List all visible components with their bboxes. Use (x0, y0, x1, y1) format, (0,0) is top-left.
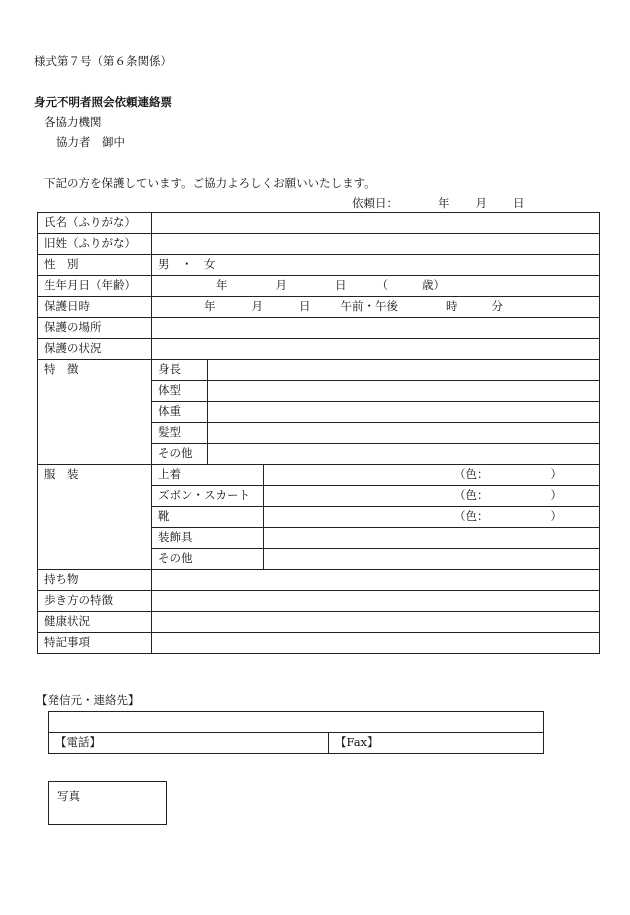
table-row (38, 591, 600, 612)
table-row (38, 465, 600, 486)
photo-label: 写真 (57, 789, 80, 803)
table-row (38, 360, 600, 381)
request-date-year: 年 (438, 196, 450, 210)
sender-table (48, 711, 544, 754)
birth-label: 生年月日（年齢） (38, 276, 152, 297)
addressee-line-1: 各協力機関 (44, 115, 102, 129)
belongings-label: 持ち物 (38, 570, 152, 591)
fax-field[interactable] (329, 733, 544, 754)
color-close: ） (550, 467, 562, 481)
age-open: （ (376, 278, 388, 292)
clothing-other-label: その他 (152, 549, 264, 570)
table-row (49, 733, 544, 754)
walking-label: 歩き方の特徴 (38, 591, 152, 612)
sex-label: 性 別 (38, 255, 152, 276)
color-close: ） (550, 509, 562, 523)
color-label: （色： (454, 467, 489, 481)
request-date-line (352, 195, 525, 211)
clothing-shoes-field[interactable] (264, 507, 600, 528)
table-row (38, 339, 600, 360)
clothing-jacket-field[interactable] (264, 465, 600, 486)
pd-year: 年 (204, 299, 216, 313)
info-table (37, 212, 600, 654)
sex-options: 男 ・ 女 (158, 257, 216, 271)
birth-year: 年 (216, 278, 228, 292)
age-close: 歳） (422, 278, 445, 292)
feature-weight-label: 体重 (152, 402, 208, 423)
table-row (38, 318, 600, 339)
notes-label: 特記事項 (38, 633, 152, 654)
addressee-line-2: 協力者 御中 (56, 135, 125, 149)
clothing-pants-field[interactable] (264, 486, 600, 507)
clothing-accessories-field[interactable] (264, 528, 600, 549)
clothing-label: 服 装 (38, 465, 152, 570)
birth-day: 日 (335, 278, 347, 292)
clothing-shoes-label: 靴 (152, 507, 264, 528)
color-close: ） (550, 488, 562, 502)
feature-height-label: 身長 (152, 360, 208, 381)
photo-box[interactable] (48, 781, 167, 825)
feature-height-field[interactable] (208, 360, 600, 381)
health-field[interactable] (152, 612, 600, 633)
name-label: 氏名（ふりがな） (38, 213, 152, 234)
protection-datetime-field[interactable] (152, 297, 600, 318)
color-label: （色： (454, 488, 489, 502)
health-label: 健康状況 (38, 612, 152, 633)
sex-field[interactable] (152, 255, 600, 276)
table-row (38, 276, 600, 297)
feature-other-field[interactable] (208, 444, 600, 465)
pd-hour: 時 (446, 299, 458, 313)
name-field[interactable] (152, 213, 600, 234)
feature-hair-label: 髪型 (152, 423, 208, 444)
features-label: 特 徴 (38, 360, 152, 465)
table-row (38, 633, 600, 654)
pd-day: 日 (299, 299, 311, 313)
form-number: 様式第７号（第６条関係） (34, 54, 172, 68)
pd-minute: 分 (491, 299, 503, 313)
protection-datetime-label: 保護日時 (38, 297, 152, 318)
former-name-label: 旧姓（ふりがな） (38, 234, 152, 255)
document-title: 身元不明者照会依頼連絡票 (34, 95, 172, 109)
table-row (38, 234, 600, 255)
request-date-label: 依頼日： (352, 196, 398, 210)
protection-place-label: 保護の場所 (38, 318, 152, 339)
protection-place-field[interactable] (152, 318, 600, 339)
table-row (38, 297, 600, 318)
feature-other-label: その他 (152, 444, 208, 465)
clothing-other-field[interactable] (264, 549, 600, 570)
feature-build-field[interactable] (208, 381, 600, 402)
feature-hair-field[interactable] (208, 423, 600, 444)
request-date-month: 月 (475, 196, 487, 210)
clothing-accessories-label: 装飾具 (152, 528, 264, 549)
clothing-pants-label: ズボン・スカート (152, 486, 264, 507)
feature-build-label: 体型 (152, 381, 208, 402)
pd-month: 月 (251, 299, 263, 313)
table-row (38, 213, 600, 234)
clothing-jacket-label: 上着 (152, 465, 264, 486)
former-name-field[interactable] (152, 234, 600, 255)
table-row (38, 570, 600, 591)
belongings-field[interactable] (152, 570, 600, 591)
table-row (38, 612, 600, 633)
birth-month: 月 (275, 278, 287, 292)
ampm: 午前・午後 (340, 299, 398, 313)
protection-status-label: 保護の状況 (38, 339, 152, 360)
feature-weight-field[interactable] (208, 402, 600, 423)
table-row (49, 712, 544, 733)
fax-label: 【Fax】 (335, 735, 379, 749)
sender-label: 【発信元・連絡先】 (36, 693, 140, 707)
table-row (38, 255, 600, 276)
color-label: （色： (454, 509, 489, 523)
birth-field[interactable] (152, 276, 600, 297)
intro-text: 下記の方を保護しています。ご協力よろしくお願いいたします。 (44, 176, 376, 190)
phone-field[interactable] (49, 733, 329, 754)
phone-label: 【電話】 (55, 735, 101, 749)
protection-status-field[interactable] (152, 339, 600, 360)
walking-field[interactable] (152, 591, 600, 612)
request-date-day: 日 (513, 196, 525, 210)
notes-field[interactable] (152, 633, 600, 654)
sender-name-field[interactable] (49, 712, 544, 733)
